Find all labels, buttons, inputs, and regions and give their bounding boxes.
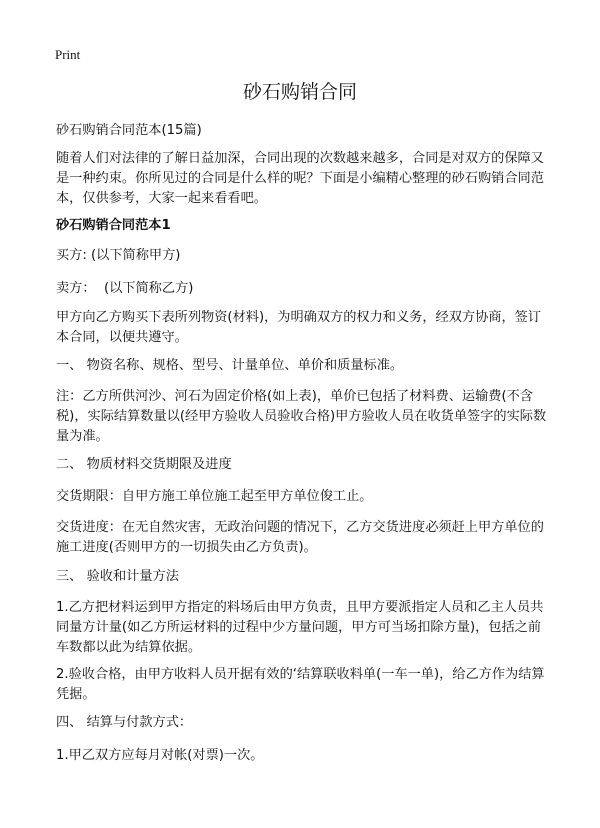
clause-1-heading: 一、 物资名称、规格、型号、计量单位、单价和质量标准。 bbox=[56, 358, 404, 373]
clause-2-period: 交货期限：自甲方施工单位施工起至甲方单位俊工止。 bbox=[56, 489, 373, 504]
clause-2-progress: 交货进度：在无自然灾害，无政治问题的情况下，乙方交货进度必须赶上甲方单位的施工进度(否则甲方的一切损失由乙方负责)。 bbox=[56, 520, 544, 555]
clause-3-item-2: 2.验收合格，由甲方收料人员开据有效的‘结算联收料单(一车一单)，给乙方作为结算凭据。 bbox=[56, 667, 545, 702]
print-link[interactable]: Print bbox=[55, 47, 81, 62]
document-title: 砂石购销合同 bbox=[242, 81, 357, 103]
clause-3-heading: 三、 验收和计量方法 bbox=[56, 569, 179, 584]
clause-3-item-1: 1.乙方把材料运到甲方指定的料场后由甲方负责，且甲方要派指定人员和乙主人员共同量方计量(如乙方所运材料的过程中少方量问题，甲方可当场扣除方量)，包括之前车数都以此为结算依据。 bbox=[56, 600, 544, 655]
document-subtitle: 砂石购销合同范本(15篇) bbox=[56, 123, 202, 138]
intro-paragraph: 随着人们对法律的了解日益加深，合同出现的次数越来越多，合同是对双方的保障又是一种约束。你所见过的合同是什么样的呢？下面是小编精心整理的砂石购销合同范本，仅供参考，大家一起来看看吧。 bbox=[56, 151, 544, 206]
seller-line: 卖方： (以下简称乙方) bbox=[56, 281, 194, 296]
clause-4-heading: 四、 结算与付款方式： bbox=[56, 715, 193, 730]
preamble-paragraph: 甲方向乙方购买下表所列物资(材料)，为明确双方的权力和义务，经双方协商，签订本合同，以便共遵守。 bbox=[56, 310, 542, 345]
clause-4-item-1: 1.甲乙双方应每月对帐(对票)一次。 bbox=[56, 748, 264, 763]
buyer-line: 买方: (以下简称甲方) bbox=[56, 248, 181, 263]
clause-1-note: 注：乙方所供河沙、河石为固定价格(如上表)，单价已包括了材料费、运输费(不含税)，实际结算数量以(经甲方验收人员验收合格)甲方验收人员在收货单签字的实际数量为准。 bbox=[56, 389, 547, 444]
clause-2-heading: 二、 物质材料交货期限及进度 bbox=[56, 457, 232, 472]
section-heading: 砂石购销合同范本1 bbox=[56, 218, 171, 233]
